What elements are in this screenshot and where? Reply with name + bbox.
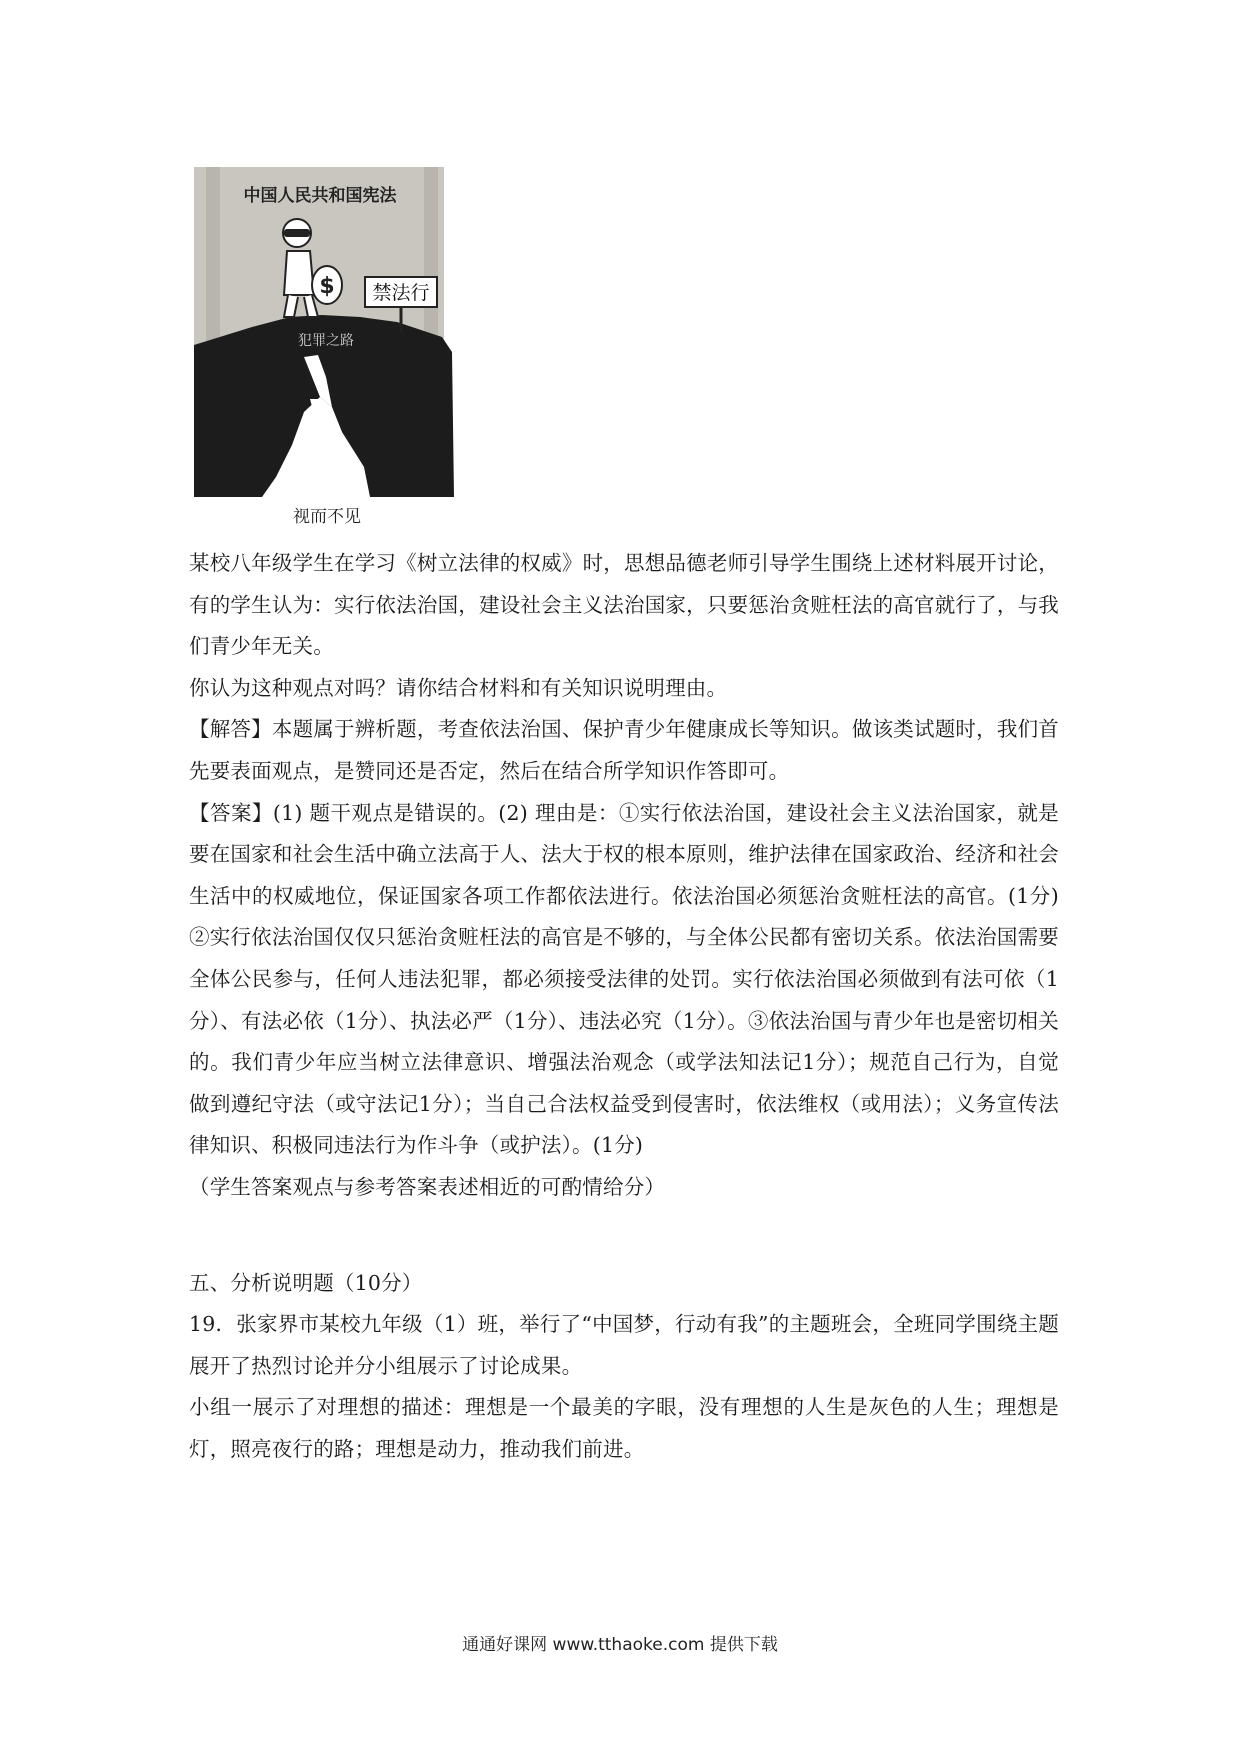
section-spacer [189, 1209, 1059, 1263]
page-footer: 通通好课网 www.tthaoke.com 提供下载 [462, 1635, 778, 1655]
question-prompt: 你认为这种观点对吗？请你结合材料和有关知识说明理由。 [189, 675, 728, 700]
analysis-paragraph: 【解答】本题属于辨析题，考查依法治国、保护青少年健康成长等知识。做该类试题时，我们首先要表面观点，是赞同还是否定，然后在结合所学知识作答即可。 [189, 717, 1059, 783]
question-19: 19．张家界市某校九年级（1）班，举行了“中国梦，行动有我”的主题班会，全班同学围绕主题展开了热烈讨论并分小组展示了讨论成果。 [189, 1312, 1059, 1378]
book-title: 中国人民共和国宪法 [243, 186, 397, 206]
figure-caption: 视而不见 [293, 507, 361, 527]
cartoon-illustration [192, 167, 462, 497]
group-one-paragraph: 小组一展示了对理想的描述：理想是一个最美的字眼，没有理想的人生是灰色的人生；理想是灯，照亮夜行的路；理想是动力，推动我们前进。 [189, 1395, 1059, 1461]
scoring-note: （学生答案观点与参考答案表述相近的可酌情给分） [189, 1174, 666, 1199]
forbidden-sign: 禁法行 [372, 282, 430, 304]
section-title: 五、分析说明题（10分） [189, 1270, 423, 1295]
answer-paragraph: 【答案】(1) 题干观点是错误的。(2) 理由是：①实行依法治国，建设社会主义法治国家，就是要在国家和社会生活中确立法高于人、法大于权的根本原则，维护法律在国家政治、经济和社会生活中的权威地位，保证国家各项工作都依法进行。依法治国必须惩治贪赃枉法的高官。(1分) ②实行依法治国仅仅只惩治贪赃枉法的高官是不够的，与全体公民都有密切关系。依法治国需要全体公民参与，任何人违法犯罪，都必须接受法律的处罚。实行依法治国必须做到有法可依（1分）、有法必依（1分）、执法必严（1分）、违法必究（1分）。③依法治国与青少年也是密切相关的。我们青少年应当树立法律意识、增强法治观念（或学法知法记1分）；规范自己行为，自觉做到遵纪守法（或守法记1分）；当自己合法权益受到侵害时，依法维权（或用法）；义务宣传法律知识、积极同违法行为作斗争（或护法）。(1分) [189, 800, 1059, 1158]
path-label: 犯罪之路 [298, 333, 354, 349]
cartoon-figure [192, 167, 462, 537]
dollar-symbol: $ [319, 274, 335, 299]
document-body [189, 543, 1059, 1470]
material-paragraph: 某校八年级学生在学习《树立法律的权威》时，思想品德老师引导学生围绕上述材料展开讨论，有的学生认为：实行依法治国，建设社会主义法治国家，只要惩治贪赃枉法的高官就行了，与我们青少年无关。 [189, 551, 1059, 659]
